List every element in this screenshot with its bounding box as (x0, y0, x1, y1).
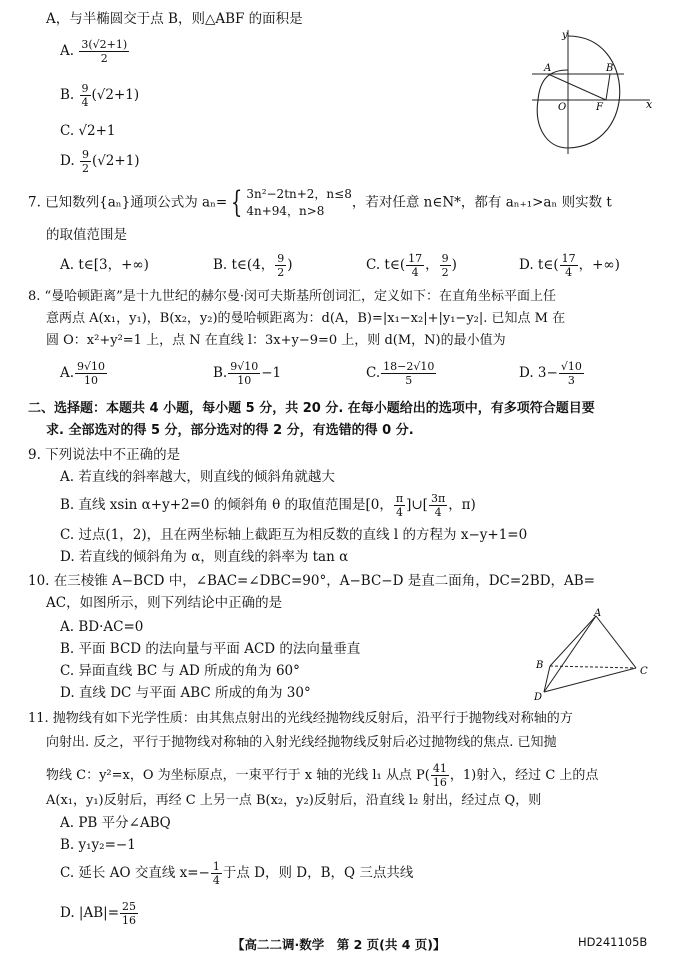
q10-option-a: A. BD·AC=0 (60, 619, 144, 635)
q10-line1: 10. 在三棱锥 A−BCD 中，∠BAC=∠DBC=90°，A−BC−D 是直二面角，DC=2BD，AB= (28, 573, 595, 589)
numerator: 9 (441, 252, 449, 265)
denominator: 10 (84, 374, 99, 387)
label-c: C (640, 666, 648, 677)
numerator: 41 (432, 762, 447, 775)
denominator: 2 (277, 266, 285, 279)
edge-ab (550, 616, 596, 666)
text: ) (287, 257, 293, 273)
numerator: √10 (560, 360, 582, 373)
label-d: D (534, 692, 543, 703)
q11-option-d (60, 900, 139, 927)
fraction (394, 492, 405, 519)
fraction (381, 360, 436, 387)
q9-option-d: D. 若直线的倾斜角为 α，则直线的斜率为 tan α (60, 549, 349, 565)
option-tail: (√2+1) (91, 153, 140, 169)
fraction (429, 492, 447, 519)
q6-stem: A，与半椭圆交于点 B，则△ABF 的面积是 (46, 11, 303, 27)
q7-pre: 7. 已知数列{aₙ}通项公式为 aₙ= (28, 194, 228, 211)
q8-line1: 8. “曼哈顿距离”是十九世纪的赫尔曼·闵可夫斯基所创词汇，定义如下：在直角坐标平面上任 (28, 289, 556, 304)
option-label: A. (60, 43, 75, 59)
page-footer: 【高二二调·数学 第 2 页(共 4 页)】 (232, 937, 446, 952)
numerator: 3π (430, 492, 446, 505)
q8-option-b (213, 360, 281, 387)
piecewise-cases (246, 186, 352, 220)
fraction (559, 360, 584, 387)
label-x: x (646, 98, 653, 111)
text: D. t∈( (519, 257, 559, 273)
segment-fb (606, 74, 610, 100)
label-a: A (594, 608, 602, 619)
text: C. t∈( (366, 257, 406, 273)
brace: { (231, 185, 243, 220)
denominator: 2 (81, 162, 89, 175)
edge-ac (596, 616, 636, 668)
fraction (211, 860, 222, 887)
text: D. 3− (519, 365, 558, 381)
text: ]∪[ (406, 497, 428, 513)
text: D. |AB|= (60, 905, 120, 921)
text: B. 直线 xsin α+y+2=0 的倾斜角 θ 的取值范围是[0， (60, 497, 393, 513)
denominator: 4 (434, 506, 442, 519)
text: ，π) (448, 497, 476, 513)
denominator: 10 (237, 374, 252, 387)
label-o: O (558, 102, 567, 113)
numerator: 9 (81, 82, 89, 95)
q7-stem (28, 186, 612, 220)
label-b: B (606, 63, 614, 74)
text: ， (425, 257, 439, 273)
option-tail: −1 (261, 365, 282, 381)
text: ) (451, 257, 457, 273)
q6-option-c: C. √2+1 (60, 123, 116, 139)
case-1: 3n²−2tn+2，n≤8 (246, 187, 352, 201)
numerator: 9 (277, 252, 285, 265)
text: B. t∈(4， (213, 257, 275, 273)
q7-option-b (213, 252, 293, 279)
fraction (275, 252, 286, 279)
text: ，1)射入，经过 C 上的点 (449, 768, 599, 783)
label-y: y (562, 30, 568, 41)
q11-line2: 向射出. 反之，平行于抛物线对称轴的入射光线经抛物线反射后必过抛物线的焦点. 已知抛 (46, 735, 557, 750)
denominator: 2 (100, 52, 108, 65)
denominator: 4 (212, 874, 220, 887)
half-ellipse-figure (528, 26, 658, 156)
option-label: B. (60, 87, 75, 103)
fraction (79, 38, 129, 65)
numerator: 9 (81, 148, 89, 161)
q6-option-b (60, 82, 139, 109)
fraction (80, 82, 91, 109)
numerator: 3(√2+1) (81, 38, 128, 51)
text: 物线 C：y²=x，O 为坐标原点，一束平行于 x 轴的光线 l₁ 从点 P( (46, 768, 430, 783)
q11-line1: 11. 抛物线有如下光学性质：由其焦点射出的光线经抛物线反射后，沿平行于抛物线对称轴的方 (28, 711, 573, 726)
numerator: 25 (122, 900, 137, 913)
option-label: A. (60, 365, 75, 381)
section-2-heading: 二、选择题：本题共 4 小题，每小题 5 分，共 20 分. 在每小题给出的选项中，有多项符合题目要 (28, 401, 595, 416)
q8-line3: 圆 O：x²+y²=1 上，点 N 在直线 l：3x+y−9=0 上，则 d(M，N)的最小值为 (46, 333, 506, 348)
tetrahedron-figure (530, 608, 660, 704)
q11-line3 (46, 762, 598, 789)
label-f: F (596, 102, 603, 113)
q11-option-c (60, 860, 413, 887)
denominator: 4 (395, 506, 403, 519)
q7-stem-line2: 的取值范围是 (46, 227, 127, 243)
q11-option-b: B. y₁y₂=−1 (60, 837, 136, 853)
text: ，+∞) (578, 257, 620, 273)
q6-option-d (60, 148, 140, 175)
numerator: π (395, 492, 404, 505)
fraction (560, 252, 578, 279)
q10-line2: AC，如图所示，则下列结论中正确的是 (46, 595, 283, 611)
label-b: B (536, 660, 544, 671)
denominator: 3 (567, 374, 575, 387)
q6-option-a (60, 38, 130, 65)
case-2: 4n+94，n>8 (246, 204, 325, 218)
q7-option-c (366, 252, 457, 279)
q10-option-b: B. 平面 BCD 的法向量与平面 ACD 的法向量垂直 (60, 641, 361, 657)
numerator: 1 (212, 860, 220, 873)
numerator: 17 (408, 252, 423, 265)
fraction (80, 148, 91, 175)
q8-option-c (366, 360, 437, 387)
text: 于点 D，则 D，B，Q 三点共线 (222, 865, 414, 881)
numerator: 18−2√10 (383, 360, 435, 373)
text: C. 延长 AO 交直线 x=− (60, 865, 210, 881)
q9-stem: 9. 下列说法中不正确的是 (28, 447, 181, 463)
denominator: 4 (81, 96, 89, 109)
option-label: B. (213, 365, 228, 381)
denominator: 4 (411, 266, 419, 279)
numerator: 9√10 (77, 360, 106, 373)
option-label: D. (60, 153, 75, 169)
fraction (431, 762, 449, 789)
fraction (440, 252, 451, 279)
section-2-heading-line2: 求. 全部选对的得 5 分，部分选对的得 2 分，有选错的得 0 分. (46, 423, 414, 438)
option-label: C. (366, 365, 381, 381)
denominator: 2 (441, 266, 449, 279)
q7-post: ，若对任意 n∈N*，都有 aₙ₊₁>aₙ 则实数 t (351, 194, 612, 211)
q10-option-c: C. 异面直线 BC 与 AD 所成的角为 60° (60, 663, 300, 679)
q8-option-d (519, 360, 585, 387)
q7-option-a: A. t∈[3，+∞) (60, 257, 149, 273)
denominator: 4 (565, 266, 573, 279)
q9-option-b (60, 492, 476, 519)
q8-option-a (60, 360, 108, 387)
q7-option-d (519, 252, 620, 279)
fraction (75, 360, 107, 387)
label-a: A (544, 63, 552, 74)
q11-line4: A(x₁，y₁)反射后，再经 C 上另一点 B(x₂，y₂)反射后，沿直线 l₂ 射出，经过点 Q，则 (46, 793, 542, 808)
q10-option-d: D. 直线 DC 与平面 ABC 所成的角为 30° (60, 685, 311, 701)
q9-option-a: A. 若直线的斜率越大，则直线的倾斜角就越大 (60, 469, 335, 485)
edge-bc (550, 666, 636, 668)
denominator: 5 (405, 374, 413, 387)
numerator: 17 (561, 252, 576, 265)
option-tail: (√2+1) (91, 87, 140, 103)
denominator: 16 (432, 776, 447, 789)
q11-option-a: A. PB 平分∠ABQ (60, 815, 171, 831)
fraction (228, 360, 260, 387)
segment-af (548, 74, 606, 100)
denominator: 16 (122, 914, 137, 927)
q8-line2: 意两点 A(x₁，y₁)，B(x₂，y₂)的曼哈顿距离为：d(A，B)=|x₁−x₂|+|y₁−y₂|. 已知点 M 在 (46, 311, 566, 326)
numerator: 9√10 (230, 360, 259, 373)
fraction (120, 900, 138, 927)
document-code: HD241105B (578, 935, 648, 949)
q9-option-c: C. 过点(1，2)，且在两坐标轴上截距互为相反数的直线 l 的方程为 x−y+1=0 (60, 527, 528, 543)
fraction (406, 252, 424, 279)
